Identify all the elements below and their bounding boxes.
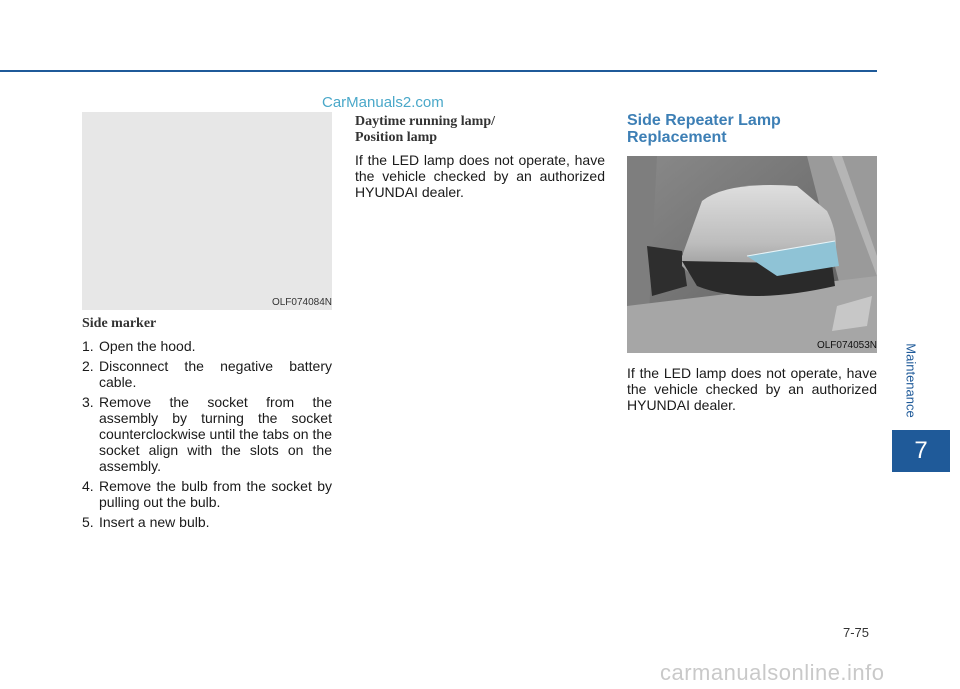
step-item: 2. Disconnect the negative battery cable.: [82, 358, 332, 390]
step-item: 3. Remove the socket from the assembly by turning the socket counterclockwise until the tabs on the socket align with the slots on the assembly.: [82, 394, 332, 474]
watermark-top: CarManuals2.com: [322, 94, 444, 111]
column-drl: [355, 112, 605, 200]
figure-code: OLF074053N: [816, 340, 877, 351]
section-heading-side-repeater: Side Repeater Lamp Replacement: [627, 112, 781, 146]
section-heading-drl: Daytime running lamp/ Position lamp: [355, 114, 496, 145]
steps-list: [82, 338, 332, 530]
figure-side-marker: [82, 112, 332, 310]
chapter-number-tab: 7: [892, 430, 950, 472]
chapter-title: Maintenance: [903, 342, 919, 418]
page-number: 7-75: [843, 625, 870, 640]
column-side-marker: [82, 112, 332, 534]
figure-code: OLF074084N: [271, 297, 332, 308]
watermark-bottom: carmanualsonline.info: [660, 660, 885, 685]
chapter-tab-label: [897, 330, 925, 430]
step-item: 4. Remove the bulb from the socket by pulling out the bulb.: [82, 478, 332, 510]
side-repeater-body: If the LED lamp does not operate, have the vehicle checked by an authorized HYUNDAI dealer.: [627, 365, 877, 413]
step-item: 1. Open the hood.: [82, 338, 196, 354]
drl-body: If the LED lamp does not operate, have the vehicle checked by an authorized HYUNDAI dealer.: [355, 152, 605, 200]
section-heading-side-marker: Side marker: [82, 316, 157, 331]
side-mirror-illustration: [627, 156, 877, 353]
step-item: 5. Insert a new bulb.: [82, 514, 210, 530]
column-side-repeater: [627, 112, 877, 413]
figure-side-mirror: [627, 156, 877, 353]
top-rule: [0, 70, 877, 72]
